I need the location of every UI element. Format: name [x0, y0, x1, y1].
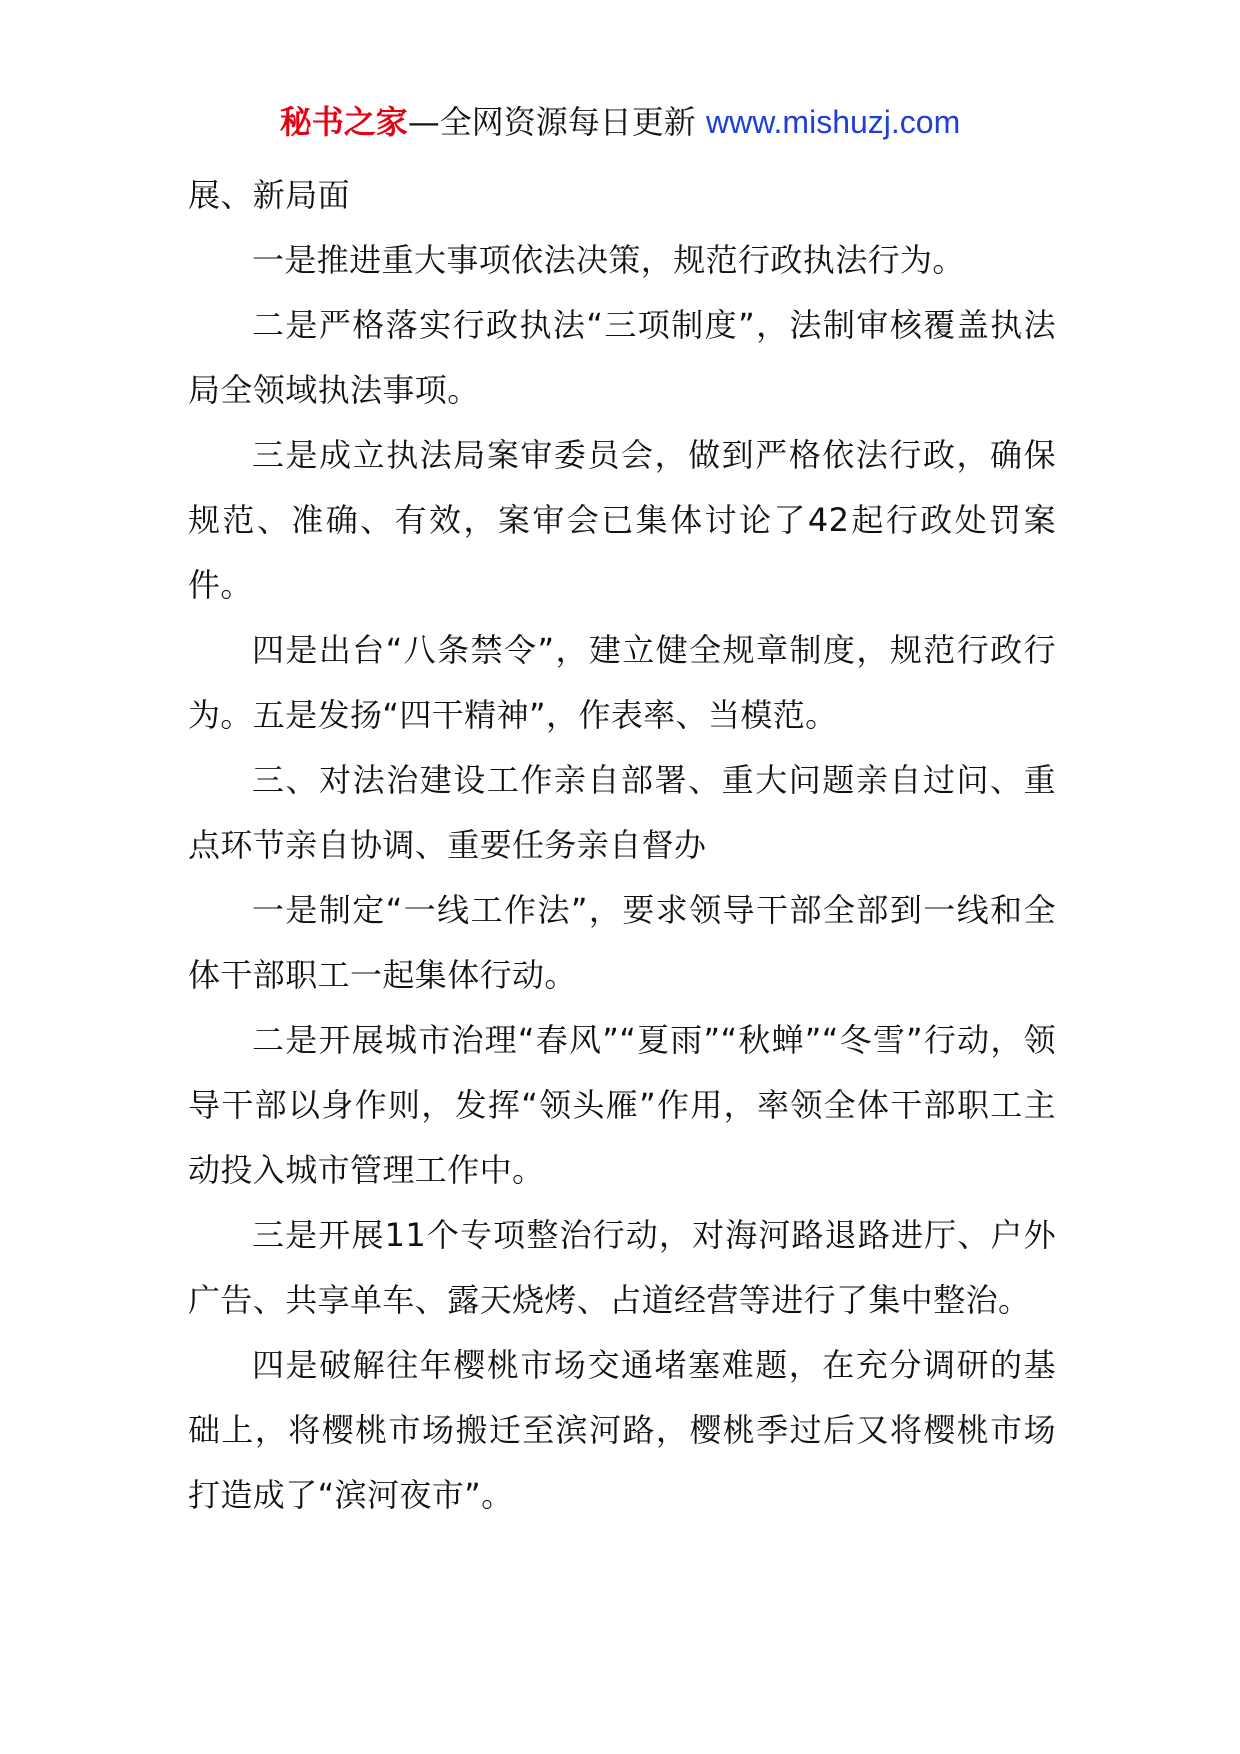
paragraph: 四是破解往年樱桃市场交通堵塞难题，在充分调研的基础上，将樱桃市场搬迁至滨河路，樱桃季过后又将樱桃市场打造成了“滨河夜市”。 — [188, 1346, 1056, 1514]
paragraph: 三是开展11个专项整治行动，对海河路退路进厅、户外广告、共享单车、露天烧烤、占道经营等进行了集中整治。 — [188, 1216, 1056, 1319]
paragraph: 二是严格落实行政执法“三项制度”，法制审核覆盖执法局全领域执法事项。 — [188, 306, 1056, 409]
brand-name: 秘书之家 — [279, 103, 408, 141]
document-body — [188, 163, 1056, 1528]
paragraph-continuation: 展、新局面 — [188, 176, 351, 214]
site-url-link[interactable]: www.mishuzj.com — [705, 104, 961, 140]
paragraph: 一是制定“一线工作法”，要求领导干部全部到一线和全体干部职工一起集体行动。 — [188, 891, 1056, 994]
paragraph: 二是开展城市治理“春风”“夏雨”“秋蝉”“冬雪”行动，领导干部以身作则，发挥“领头雁”作用，率领全体干部职工主动投入城市管理工作中。 — [188, 1021, 1056, 1189]
section-heading: 三、对法治建设工作亲自部署、重大问题亲自过问、重点环节亲自协调、重要任务亲自督办 — [188, 761, 1056, 864]
site-header — [0, 98, 1240, 146]
header-tagline: —全网资源每日更新 — [407, 103, 696, 141]
paragraph: 三是成立执法局案审委员会，做到严格依法行政，确保规范、准确、有效，案审会已集体讨论了42起行政处罚案件。 — [188, 436, 1056, 604]
paragraph: 一是推进重大事项依法决策，规范行政执法行为。 — [252, 241, 965, 279]
paragraph: 四是出台“八条禁令”，建立健全规章制度，规范行政行为。五是发扬“四干精神”，作表率、当模范。 — [188, 631, 1056, 734]
